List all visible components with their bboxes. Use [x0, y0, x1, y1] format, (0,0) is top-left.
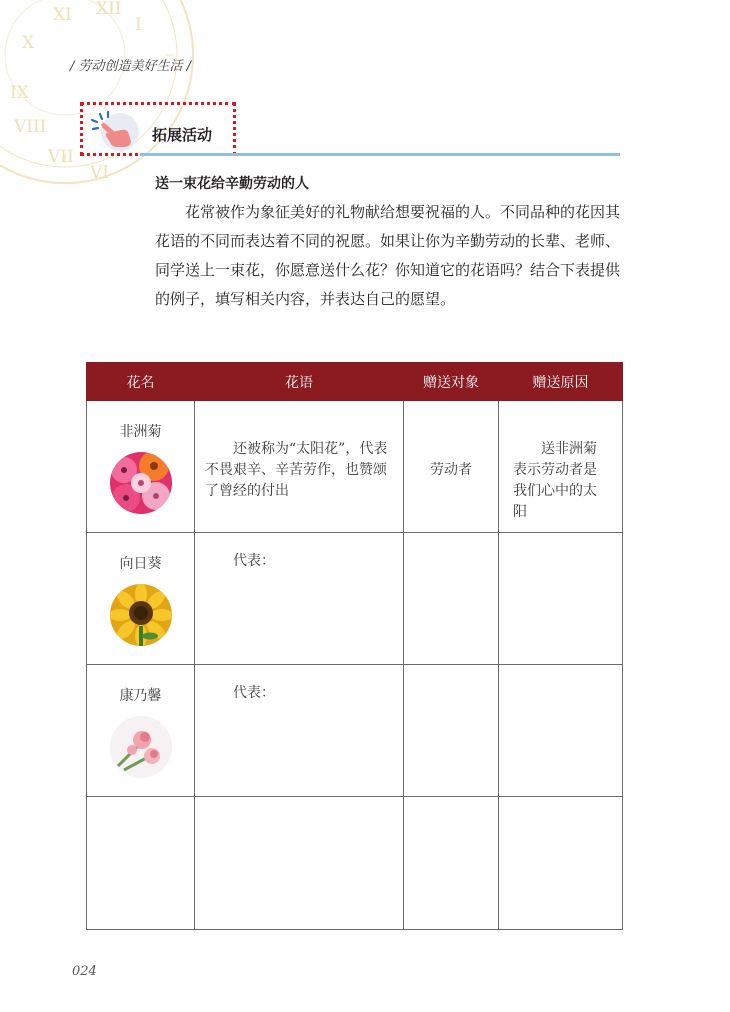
clock-numeral: XI	[53, 5, 72, 25]
section-title: 拓展活动	[152, 126, 213, 144]
flower-name: 康乃馨	[119, 688, 162, 704]
clock-numeral: VIII	[14, 117, 47, 137]
clock-numeral: X	[22, 33, 35, 53]
clock-numeral: VII	[48, 147, 74, 167]
activity-intro: 花常被作为象征美好的礼物献给想要祝福的人。不同品种的花因其花语的不同而表达着不同的祝愿。如果让你为辛勤劳动的长辈、老师、同学送上一束花，你愿意送什么花？你知道它的花语吗？结合下表提供的例子，填写相关内容，并表达自己的愿望。	[155, 203, 621, 308]
reason-cell[interactable]	[499, 533, 623, 665]
table-row	[87, 401, 623, 533]
header-reason: 赠送原因	[499, 363, 623, 401]
reason-cell[interactable]	[499, 797, 623, 930]
header-flower-meaning: 花语	[195, 363, 404, 401]
activity-subtitle: 送一束花给辛勤劳动的人	[155, 176, 309, 192]
flower-meaning-cell[interactable]	[195, 797, 404, 930]
recipient-cell[interactable]	[404, 797, 499, 930]
flower-meaning-cell[interactable]: 代表：	[195, 533, 404, 665]
recipient-cell[interactable]	[404, 665, 499, 797]
reason-cell: 送非洲菊表示劳动者是我们心中的太阳	[499, 401, 623, 533]
flower-table	[86, 362, 623, 930]
table-header-row	[87, 363, 623, 401]
recipient-cell[interactable]	[404, 533, 499, 665]
clock-numeral: XII	[96, 0, 122, 19]
tap-hand-icon	[88, 108, 140, 152]
sunflower-image	[110, 584, 172, 646]
flower-meaning-cell: 还被称为“太阳花”，代表不畏艰辛、辛苦劳作，也赞颂了曾经的付出	[195, 401, 404, 533]
table-row	[87, 533, 623, 665]
flower-name-cell[interactable]	[87, 797, 195, 930]
carnation-image	[110, 716, 172, 778]
section-divider	[140, 153, 620, 156]
running-head: / 劳动创造美好生活 /	[70, 59, 192, 74]
flower-name: 向日葵	[119, 556, 162, 572]
header-recipient: 赠送对象	[404, 363, 499, 401]
flower-name-cell	[87, 401, 195, 533]
clock-watermark-icon	[0, 0, 200, 190]
page-number: 024	[72, 964, 97, 979]
table-row	[87, 665, 623, 797]
flower-name: 非洲菊	[119, 424, 162, 440]
table-row	[87, 797, 623, 930]
recipient-cell: 劳动者	[404, 401, 499, 533]
clock-numeral: VI	[90, 163, 109, 183]
header-flower-name: 花名	[87, 363, 195, 401]
gerbera-flower-image	[110, 452, 172, 514]
flower-name-cell	[87, 533, 195, 665]
flower-name-cell	[87, 665, 195, 797]
clock-numeral: IX	[10, 83, 29, 103]
clock-numeral: I	[135, 15, 142, 35]
reason-cell[interactable]	[499, 665, 623, 797]
flower-meaning-cell[interactable]: 代表：	[195, 665, 404, 797]
